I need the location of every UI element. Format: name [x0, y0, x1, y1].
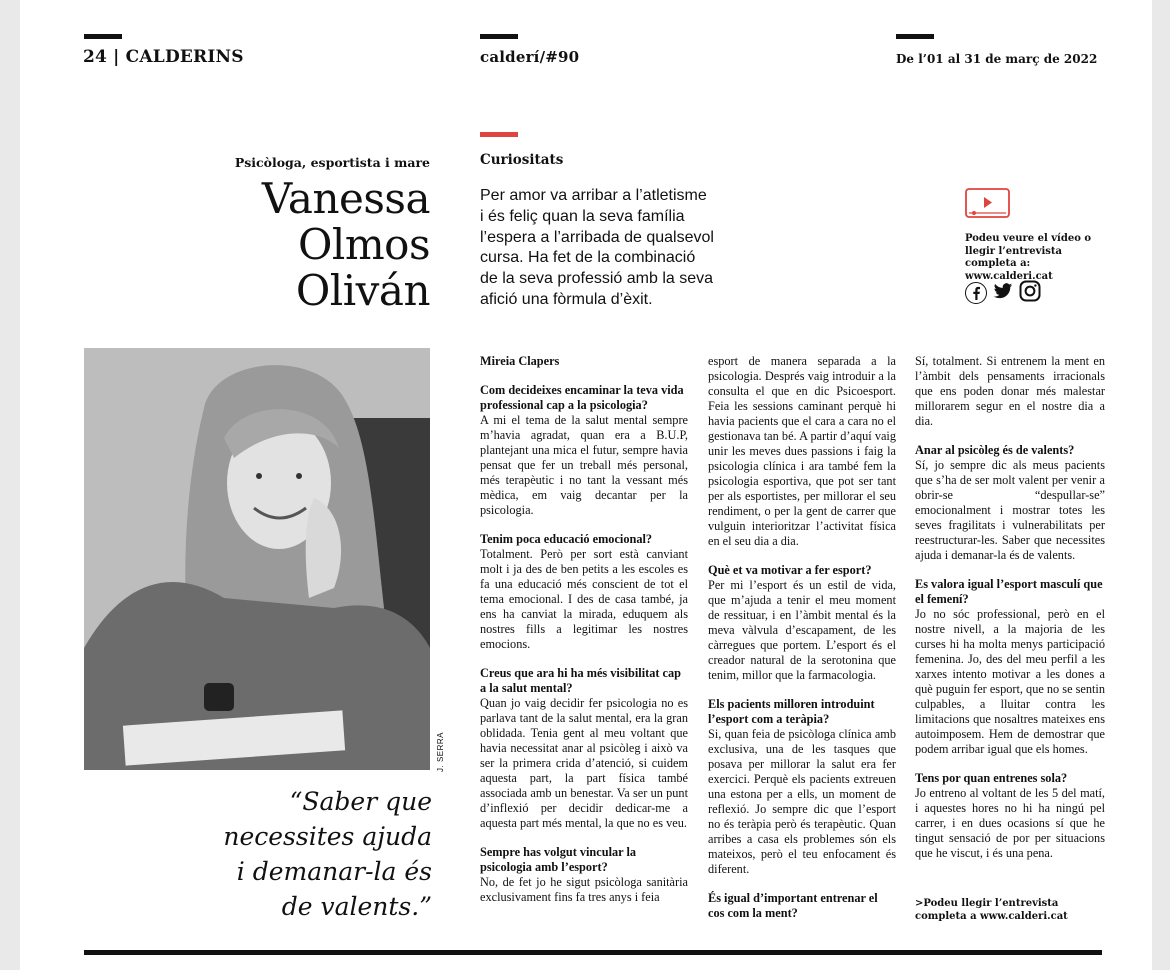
question: És igual d’important entrenar el cos com la ment? — [708, 891, 878, 920]
answer: Per mi l’esport és un estil de vida, que m’ajuda a tenir el meu moment de ressituar, i en l’àmbit mental és la meva vàlvula d’escapament, de les càrregues que portem. L’esport és el creador natural de la serotonina que tenim, millor que la farmacologia. — [708, 578, 896, 682]
intro-line: de la seva professió amb la seva — [480, 270, 714, 288]
answer: Quan jo vaig decidir fer psicologia no es parlava tant de la salut mental, era la gran oblidada. Tenia gent al meu voltant que havia necessitat anar al psicòleg i això va ser la primera crida d’atenció, si cuidem aquesta part, la part física també associada amb un benestar. Va ser un punt d’inflexió per decidir dedicar-me a aquesta part més mental, la que no es veu. — [480, 696, 688, 830]
article-column-1 — [480, 354, 688, 934]
qa-block — [915, 443, 1105, 563]
pull-quote — [170, 784, 432, 924]
question: Tens por quan entrenes sola? — [915, 771, 1068, 785]
intro-line: i és feliç quan la seva família — [480, 207, 685, 225]
quote-line: “Saber que — [289, 787, 432, 816]
section-title: 24 | CALDERINS — [83, 47, 244, 67]
article-column-3 — [915, 354, 1105, 934]
instagram-icon[interactable] — [1019, 280, 1041, 306]
promo-text: Podeu veure el vídeo o llegir l’entrevista completa a: www.calderi.cat — [965, 233, 1092, 282]
qa-block — [915, 354, 1105, 429]
intro-line: Per amor va arribar a l’atletisme — [480, 187, 707, 204]
curiositats-label: Curiositats — [480, 152, 564, 168]
qa-block — [480, 666, 688, 831]
question: Anar al psicòleg és de valents? — [915, 443, 1075, 457]
answer: Sí, jo sempre dic als meus pacients que s’ha de ser molt valent per venir a obrir-se “despullar-se” emocionalment i mostrar totes les seves fragilitats i vulnerabilitats per reestructurar-les. Saber que necessites ajuda i demanar-la és de valents. — [915, 458, 1105, 562]
qa-block — [708, 697, 896, 877]
quote-line: necessites ajuda — [223, 822, 432, 851]
accent-rule — [480, 132, 518, 137]
question: Els pacients milloren introduint l’esport com a teràpia? — [708, 697, 875, 726]
name-line-1: Vanessa — [261, 174, 430, 223]
portrait-photo — [84, 348, 430, 770]
qa-block — [708, 354, 896, 549]
footer-rule — [84, 950, 1102, 955]
header-rule-left — [84, 34, 122, 39]
answer: A mi el tema de la salut mental sempre m’havia agradat, quan era a B.U.P, plantejant una mica el futur, sempre havia pensat que fer un treball més personal, més terapèutic i no tant la vessant més mèdica, em vaig decantar per la psicologia. — [480, 413, 688, 517]
magazine-page — [20, 0, 1152, 970]
answer: Si, quan feia de psicòloga clínica amb exclusiva, una de les tasques que posava per millorar la salut era fer exercici. Perquè els pacients extreuen una estona per a ells, un moment de reflexió. Jo sempre dic que l’esport no és teràpia però és terapèutic. Quan arribes a casa els problemes són els mateixos, però el teu enfocament és diferent. — [708, 727, 896, 876]
facebook-icon[interactable] — [965, 282, 987, 304]
answer: Jo entreno al voltant de les 5 del matí, i aquestes hores no hi ha ningú pel carrer, i en dues ocasions sí que he tingut sensació de por per situacions que he viscut, i és una pena. — [915, 786, 1105, 860]
question: Sempre has volgut vincular la psicologia amb l’esport? — [480, 845, 637, 874]
answer: No, de fet jo he sigut psicòloga sanitària exclusivament fins fa tres anys i feia — [480, 875, 688, 904]
issue-date: De l’01 al 31 de març de 2022 — [896, 52, 1098, 66]
twitter-icon[interactable] — [993, 283, 1013, 304]
question: Es valora igual l’esport masculí que el femení? — [915, 577, 1103, 606]
photo-credit: J. SERRA — [436, 731, 445, 772]
qa-block — [915, 577, 1105, 757]
qa-block — [480, 845, 688, 905]
question: Com decideixes encaminar la teva vida professional cap a la psicologia? — [480, 383, 684, 412]
article-column-2 — [708, 354, 896, 934]
profile-kicker: Psicòloga, esportista i mare — [234, 155, 430, 170]
curiositats-text — [480, 186, 740, 311]
qa-block — [708, 891, 896, 921]
qa-block — [480, 383, 688, 518]
intro-line: cursa. Ha fet de la combinació — [480, 249, 696, 267]
answer: Jo no sóc professional, però en el nostre nivell, a la majoria de les curses hi ha molta menys participació femenina. Jo, des del meu perfil a les xarxes intento motivar a les dones a què puguin fer esport, que no se sentin culpables, a lluitar contra les limitacions que nosaltres mateixes ens autoimposem. Hem de demostrar que podem arribar igual que els homes. — [915, 607, 1105, 756]
qa-block — [708, 563, 896, 683]
qa-block — [915, 771, 1105, 861]
quote-line: i demanar-la és — [236, 857, 432, 886]
read-more-link[interactable]: >Podeu llegir l’entrevista completa a www.calderi.cat — [915, 898, 1068, 922]
quote-line: de valents.” — [281, 892, 432, 921]
answer: Totalment. Però per sort està canviant molt i ja des de ben petits a les escoles es fa una educació més conscient de tot el tema emocional. I des de casa també, ja ens ha canviat la mirada, eduquem als nostres fills a legitimar les nostres emocions. — [480, 547, 688, 651]
question: Creus que ara hi ha més visibilitat cap a la salut mental? — [480, 666, 681, 695]
byline: Mireia Clapers — [480, 354, 560, 368]
intro-line: afició una fòrmula d’èxit. — [480, 290, 653, 308]
video-icon[interactable] — [965, 188, 1011, 226]
answer: esport de manera separada a la psicologia. Després vaig introduir a la consulta el que en dic Psicoesport. Feia les sessions caminant perquè hi havia pacients que el cara a cara no el gestionava tan bé. A partir d’aquí vaig unir les meves dues passions i faig la psicologia clínica i ara també fem la psicologia esportiva, que pot ser tant per als esportistes, per millorar el seu rendiment, o per la gent de carrer que vulguin interioritzar l’activitat física en el seu dia a dia. — [708, 354, 896, 548]
profile-name — [140, 176, 430, 314]
answer: Sí, totalment. Si entrenem la ment en l’àmbit dels pensaments irracionals que ens poden donar més malestar millorarem segur en el nostre dia a dia. — [915, 354, 1105, 428]
header-rule-center — [480, 34, 518, 39]
header-rule-right — [896, 34, 934, 39]
name-line-3: Oliván — [295, 266, 430, 315]
issue-label: calderí/#90 — [480, 48, 580, 66]
question: Què et va motivar a fer esport? — [708, 563, 872, 577]
qa-block — [480, 532, 688, 652]
intro-line: l’espera a l’arribada de qualsevol — [480, 228, 714, 246]
name-line-2: Olmos — [297, 220, 430, 269]
question: Tenim poca educació emocional? — [480, 532, 653, 546]
social-icons — [965, 280, 1041, 306]
